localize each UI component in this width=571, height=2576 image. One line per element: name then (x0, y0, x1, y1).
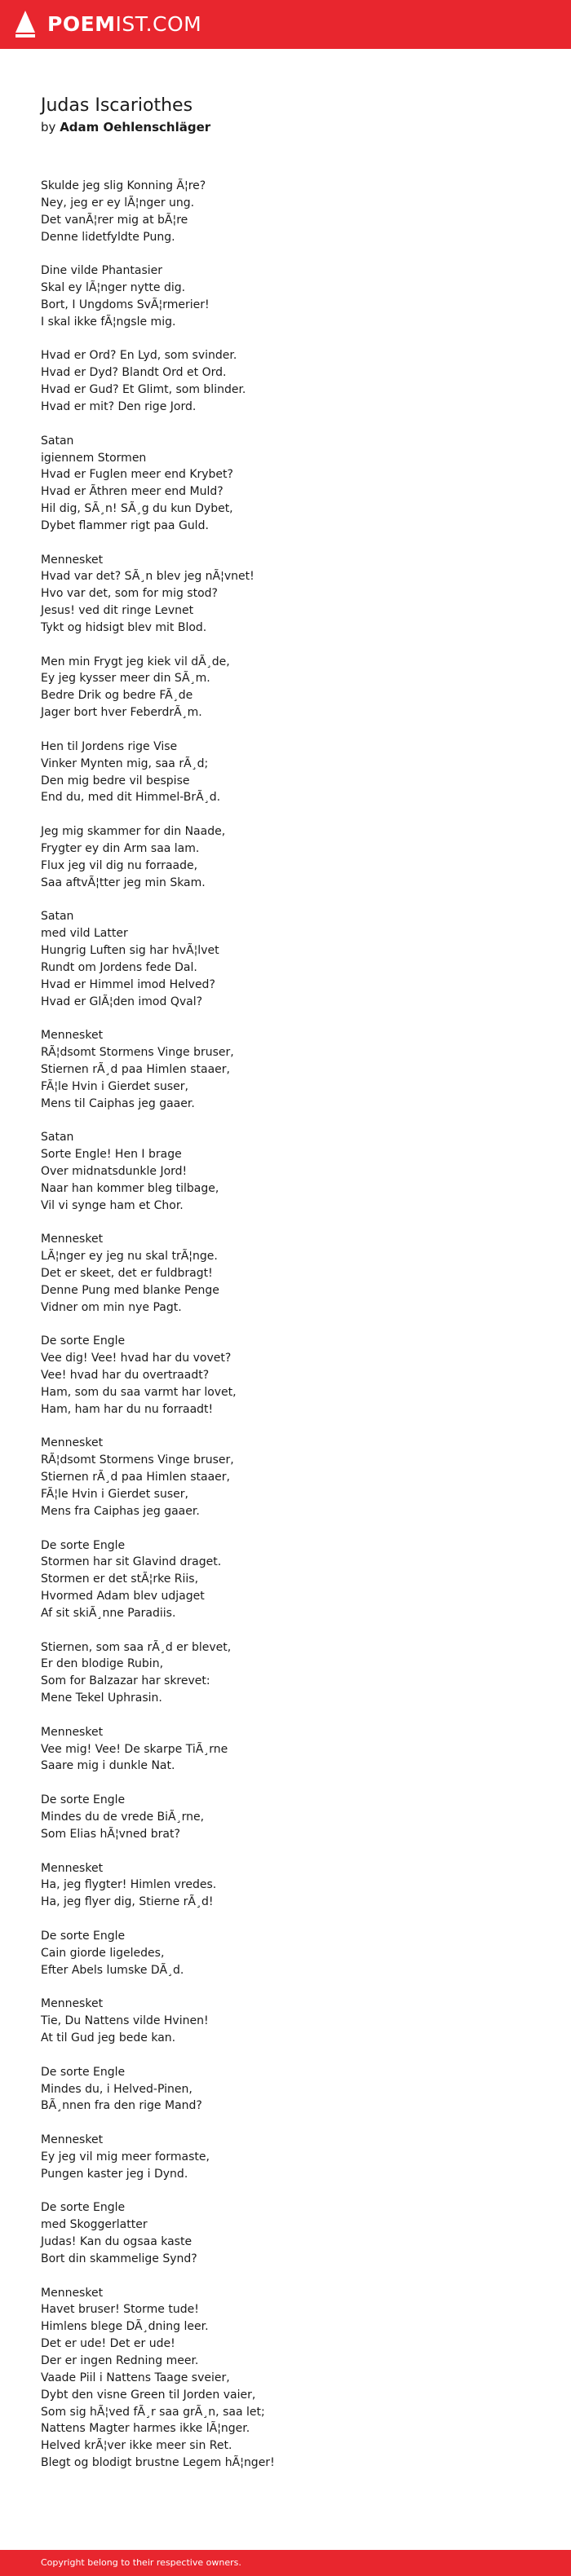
stanza-gap (41, 1707, 538, 1724)
stanza (41, 2064, 538, 2115)
poem-line: Mindes du de vrede BiÃ¸rne, (41, 1811, 205, 1824)
poem-line: Hvad er GlÃ¦den imod Qval? (41, 995, 203, 1008)
site-logo[interactable]: POEMIST.COM (47, 12, 202, 36)
site-header (0, 0, 571, 49)
stanza (41, 2285, 538, 2472)
stanza (41, 1435, 538, 1520)
stanza (41, 1129, 538, 1214)
poem-line: Satan (41, 434, 74, 448)
poem-line: Som sig hÃ¦ved fÃ¸r saa grÃ¸n, saa let; (41, 2405, 265, 2419)
poem-line: Hvad er Gud? Et Glimt, som blinder. (41, 383, 246, 397)
stanza (41, 2132, 538, 2183)
pen-nib-icon[interactable] (15, 10, 36, 37)
stanza (41, 1537, 538, 1622)
poem-line: Cain giorde ligeledes, (41, 1946, 165, 1960)
poem-line: Stormen har sit Glavind draget. (41, 1555, 222, 1569)
poem-line: Hvad er Ord? En Lyd, som svinder. (41, 349, 237, 363)
stanza-gap (41, 1317, 538, 1334)
poem-line: Mennesket (41, 1233, 104, 1246)
poem-line: Vidner om min nye Pagt. (41, 1300, 182, 1314)
stanza (41, 1027, 538, 1112)
by-label: by (41, 120, 56, 135)
poem-line: Denne lidetfyldte Pung. (41, 230, 175, 244)
poem-line: Ey jeg vil mig meer formaste, (41, 2150, 210, 2164)
poem-line: Mene Tekel Uphrasin. (41, 1692, 162, 1705)
stanza (41, 908, 538, 1010)
poem-line: Ham, som du saa varmt har lovet, (41, 1385, 237, 1399)
stanza-gap (41, 1978, 538, 1996)
stanza-gap (41, 245, 538, 262)
poem-line: Vaade Piil i Nattens Taage sveier, (41, 2371, 230, 2384)
stanza-gap (41, 1911, 538, 1928)
poem-line: Mennesket (41, 1997, 104, 2011)
poem-line: De sorte Engle (41, 1538, 126, 1552)
stanza (41, 739, 538, 806)
poem-line: Hvad er Ãthren meer end Muld? (41, 485, 224, 499)
poem-line: Ha, jeg flygter! Himlen vredes. (41, 1878, 217, 1892)
stanza-gap (41, 806, 538, 823)
poem-line: Ney, jeg er ey lÃ¦nger ung. (41, 196, 195, 210)
poem-line: Mennesket (41, 1725, 104, 1739)
poem-line: Vil vi synge ham et Chor. (41, 1198, 184, 1212)
poem-body (41, 178, 538, 2472)
poem-line: Tykt og hidsigt blev mit Blod. (41, 620, 207, 634)
poem-line: med Skoggerlatter (41, 2218, 148, 2232)
stanza-gap (41, 2047, 538, 2064)
poem-line: Saa aftvÃ¦tter jeg min Skam. (41, 876, 206, 889)
poem-line: Hvad var det? SÃ¸n blev jeg nÃ¦vnet! (41, 570, 255, 584)
poem-title: Judas Iscariothes (41, 95, 193, 116)
poem-line: Over midnatsdunkle Jord! (41, 1164, 188, 1178)
poem-line: Bedre Drik og bedre FÃ¸de (41, 689, 193, 703)
poem-line: Stiernen rÃ¸d paa Himlen staaer, (41, 1062, 231, 1076)
poem-line: Mennesket (41, 1861, 104, 1875)
stanza-gap (41, 1622, 538, 1639)
poem-line: Stiernen rÃ¸d paa Himlen staaer, (41, 1471, 231, 1484)
poem-line: Hvad er Himmel imod Helved? (41, 977, 215, 991)
stanza (41, 1860, 538, 1912)
poem-line: med vild Latter (41, 927, 128, 941)
stanza-gap (41, 2115, 538, 2132)
poem-line: Blegt og blodigt brustne Legem hÃ¦nger! (41, 2456, 275, 2470)
poem-line: Mindes du, i Helved-Pinen, (41, 2082, 193, 2096)
stanza-gap (41, 1010, 538, 1027)
stanza-gap (41, 416, 538, 433)
poem-line: Dybt den visne Green til Jorden vaier, (41, 2388, 256, 2402)
poem-line: Judas! Kan du ogsaa kaste (41, 2235, 193, 2249)
stanza-gap (41, 1418, 538, 1436)
poem-author[interactable]: Adam Oehlenschläger (60, 120, 211, 135)
stanza-gap (41, 891, 538, 908)
poem-line: Ey jeg kysser meer din SÃ¸m. (41, 672, 210, 686)
stanza (41, 1639, 538, 1707)
poem-line: Men min Frygt jeg kiek vil dÃ¸de, (41, 655, 230, 668)
poem-line: FÃ¦le Hvin i Gierdet suser, (41, 1079, 188, 1093)
poem-line: Jesus! ved dit ringe Levnet (41, 604, 194, 618)
poem-line: Helved krÃ¦ver ikke meer sin Ret. (41, 2439, 232, 2453)
poem-line: Sorte Engle! Hen I brage (41, 1148, 182, 1162)
byline (41, 119, 538, 135)
poem-line: Det er ude! Det er ude! (41, 2337, 175, 2351)
poem-line: Af sit skiÃ¸nne Paradiis. (41, 1606, 176, 1620)
poem-line: Frygter ey din Arm saa lam. (41, 841, 200, 855)
poem-line: Hvormed Adam blev udjaget (41, 1590, 205, 1603)
poem-line: Der er ingen Redning meer. (41, 2354, 199, 2367)
poem-line: Det vanÃ¦rer mig at bÃ¦re (41, 213, 188, 227)
poem-line: Hen til Jordens rige Vise (41, 739, 178, 753)
poem-line: Hil dig, SÃ¸n! SÃ¸g du kun Dybet, (41, 502, 233, 516)
stanza (41, 654, 538, 721)
poem-line: Mennesket (41, 553, 104, 567)
poem-line: De sorte Engle (41, 2201, 126, 2215)
stanza-gap (41, 331, 538, 348)
poem-line: FÃ¦le Hvin i Gierdet suser, (41, 1487, 188, 1501)
stanza-gap (41, 1775, 538, 1792)
poem-line: Mennesket (41, 2133, 104, 2147)
stanza (41, 823, 538, 891)
poem-line: At til Gud jeg bede kan. (41, 2031, 176, 2044)
stanza (41, 1928, 538, 1979)
stanza (41, 1724, 538, 1775)
stanza-gap (41, 2268, 538, 2285)
poem-line: Ha, jeg flyer dig, Stierne rÃ¸d! (41, 1895, 214, 1909)
copyright-text: Copyright belong to their respective owners. (41, 2557, 241, 2568)
poem-line: Hvo var det, som for mig stod? (41, 587, 218, 601)
poem-line: Pungen kaster jeg i Dynd. (41, 2167, 188, 2181)
poem-line: RÃ¦dsomt Stormens Vinge bruser, (41, 1453, 234, 1467)
poem-line: Nattens Magter harmes ikke lÃ¦nger. (41, 2422, 250, 2436)
poem-line: Som Elias hÃ¦vned brat? (41, 1827, 180, 1841)
poem-line: Dine vilde Phantasier (41, 264, 163, 278)
poem-line: Dybet flammer rigt paa Guld. (41, 518, 209, 532)
poem-line: Hvad er mit? Den rige Jord. (41, 399, 197, 413)
poem-line: Mens fra Caiphas jeg gaaer. (41, 1504, 200, 1518)
poem-line: Skulde jeg slig Konning Ã¦re? (41, 179, 206, 192)
poem-line: BÃ¸nnen fra den rige Mand? (41, 2099, 202, 2113)
poem-line: De sorte Engle (41, 1929, 126, 1943)
poem-line: Bort din skammelige Synd? (41, 2252, 197, 2265)
poem-line: Satan (41, 910, 74, 924)
stanza-gap (41, 1843, 538, 1860)
poem-line: igiennem Stormen (41, 451, 147, 465)
poem-line: Hungrig Luften sig har hvÃ¦lvet (41, 943, 219, 957)
poem-line: Jeg mig skammer for din Naade, (41, 825, 226, 839)
stanza (41, 2199, 538, 2267)
poem-line: Flux jeg vil dig nu forraade, (41, 858, 198, 872)
poem-line: Ham, ham har du nu forraadt! (41, 1402, 214, 1416)
poem-line: Stormen er det stÃ¦rke Riis, (41, 1573, 199, 1586)
stanza-gap (41, 2183, 538, 2200)
stanza (41, 178, 538, 245)
poem-line: Vee mig! Vee! De skarpe TiÃ¸rne (41, 1742, 228, 1756)
poem-line: Er den blodige Rubin, (41, 1657, 164, 1671)
poem-line: Bort, I Ungdoms SvÃ¦rmerier! (41, 298, 210, 311)
stanza-gap (41, 535, 538, 552)
poem-line: RÃ¦dsomt Stormens Vinge bruser, (41, 1046, 234, 1060)
poem-line: LÃ¦nger ey jeg nu skal trÃ¦nge. (41, 1250, 218, 1264)
stanza-gap (41, 721, 538, 739)
poem-line: De sorte Engle (41, 1334, 126, 1348)
poem-line: Stiernen, som saa rÃ¸d er blevet, (41, 1640, 232, 1654)
site-footer (0, 2550, 571, 2576)
stanza (41, 552, 538, 637)
poem-line: Denne Pung med blanke Penge (41, 1283, 219, 1297)
poem-line: Naar han kommer bleg tilbage, (41, 1181, 219, 1195)
poem-line: Hvad er Fuglen meer end Krybet? (41, 468, 233, 482)
poem-line: Tie, Du Nattens vilde Hvinen! (41, 2014, 209, 2028)
poem-line: Vee dig! Vee! hvad har du vovet? (41, 1352, 232, 1365)
poem-line: De sorte Engle (41, 2065, 126, 2079)
poem-line: Mennesket (41, 2286, 104, 2300)
poem-line: Som for Balzazar har skrevet: (41, 1674, 210, 1688)
stanza (41, 262, 538, 330)
poem-line: End du, med dit Himmel-BrÃ¸d. (41, 791, 221, 805)
poem-line: Efter Abels lumske DÃ¸d. (41, 1963, 184, 1977)
stanza-gap (41, 637, 538, 654)
poem-line: Mennesket (41, 1436, 104, 1450)
stanza (41, 1333, 538, 1418)
stanza-gap (41, 1214, 538, 1231)
poem-line: Havet bruser! Storme tude! (41, 2303, 199, 2317)
stanza (41, 1792, 538, 1843)
poem-line: De sorte Engle (41, 1793, 126, 1807)
stanza (41, 1996, 538, 2047)
stanza (41, 347, 538, 415)
stanza-gap (41, 1520, 538, 1537)
poem-line: Vee! hvad har du overtraadt? (41, 1369, 210, 1383)
poem-line: Skal ey lÃ¦nger nytte dig. (41, 281, 186, 295)
poem-line: Saare mig i dunkle Nat. (41, 1759, 175, 1773)
poem-line: Mens til Caiphas jeg gaaer. (41, 1096, 195, 1110)
poem-content (41, 95, 538, 2472)
poem-line: Mennesket (41, 1029, 104, 1043)
poem-line: Den mig bedre vil bespise (41, 774, 190, 787)
stanza (41, 433, 538, 535)
poem-line: Satan (41, 1131, 74, 1145)
poem-line: Jager bort hver FeberdrÃ¸m. (41, 706, 202, 720)
poem-line: Vinker Mynten mig, saa rÃ¸d; (41, 756, 209, 770)
stanza-gap (41, 1112, 538, 1129)
stanza (41, 1231, 538, 1316)
poem-line: Himlens blege DÃ¸dning leer. (41, 2320, 209, 2334)
poem-line: Det er skeet, det er fuldbragt! (41, 1267, 213, 1280)
poem-line: Hvad er Dyd? Blandt Ord et Ord. (41, 366, 227, 380)
poem-line: Rundt om Jordens fede Dal. (41, 960, 197, 974)
poem-line: I skal ikke fÃ¦ngsle mig. (41, 315, 176, 329)
